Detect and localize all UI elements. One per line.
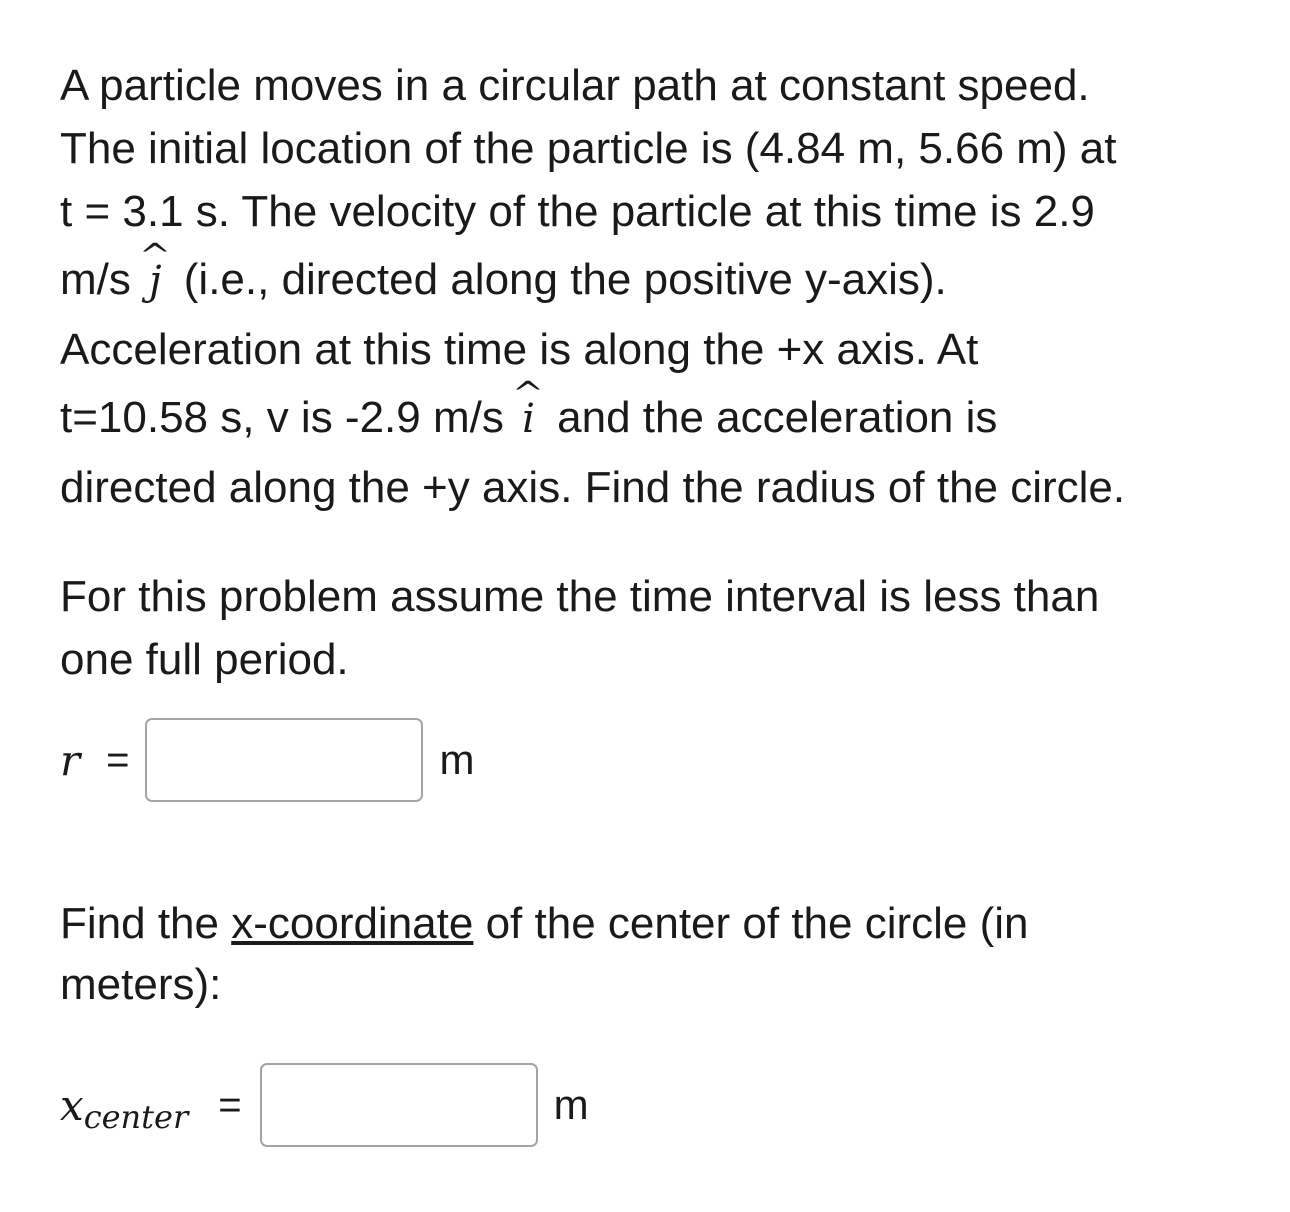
radius-variable: r [60,735,81,785]
unit-vector-i: ^ i [522,382,535,456]
x-center-unit: m [553,1081,589,1128]
assumption-line: one full period. [60,635,349,684]
problem-paragraph [60,54,1240,519]
x-coordinate-prompt: Find the x-coordinate of the center of the circle (in meters): [60,899,1029,1009]
problem-line: directed along the +y axis. Find the radius of the circle. [60,463,1126,512]
equals-sign: = [218,1082,242,1127]
assumption-paragraph [60,565,1240,691]
radius-input[interactable] [145,718,423,802]
problem-statement [60,54,1240,691]
x-coordinate-term: x-coordinate [231,899,474,948]
problem-line: t = 3.1 s. The velocity of the particle at this time is 2.9 [60,187,1095,236]
x-center-answer-row [60,1061,589,1149]
unit-vector-j: ^ j [149,244,161,318]
problem-line: A particle moves in a circular path at constant speed. [60,61,1090,110]
problem-line: The initial location of the particle is (4.84 m, 5.66 m) at [60,124,1117,173]
problem-line: m/s ^ j (i.e., directed along the positive y-axis). [60,255,947,304]
equals-sign: = [106,737,130,782]
x-center-subscript: center [83,1098,189,1136]
x-center-variable: x [60,1080,84,1130]
radius-answer-row [60,716,474,804]
radius-unit: m [439,736,475,783]
x-center-input[interactable] [260,1063,538,1147]
problem-line: Acceleration at this time is along the +x axis. At [60,325,979,374]
problem-line: t=10.58 s, v is -2.9 m/s ^ i and the acceleration is [60,393,997,442]
assumption-line: For this problem assume the time interval is less than [60,572,1100,621]
